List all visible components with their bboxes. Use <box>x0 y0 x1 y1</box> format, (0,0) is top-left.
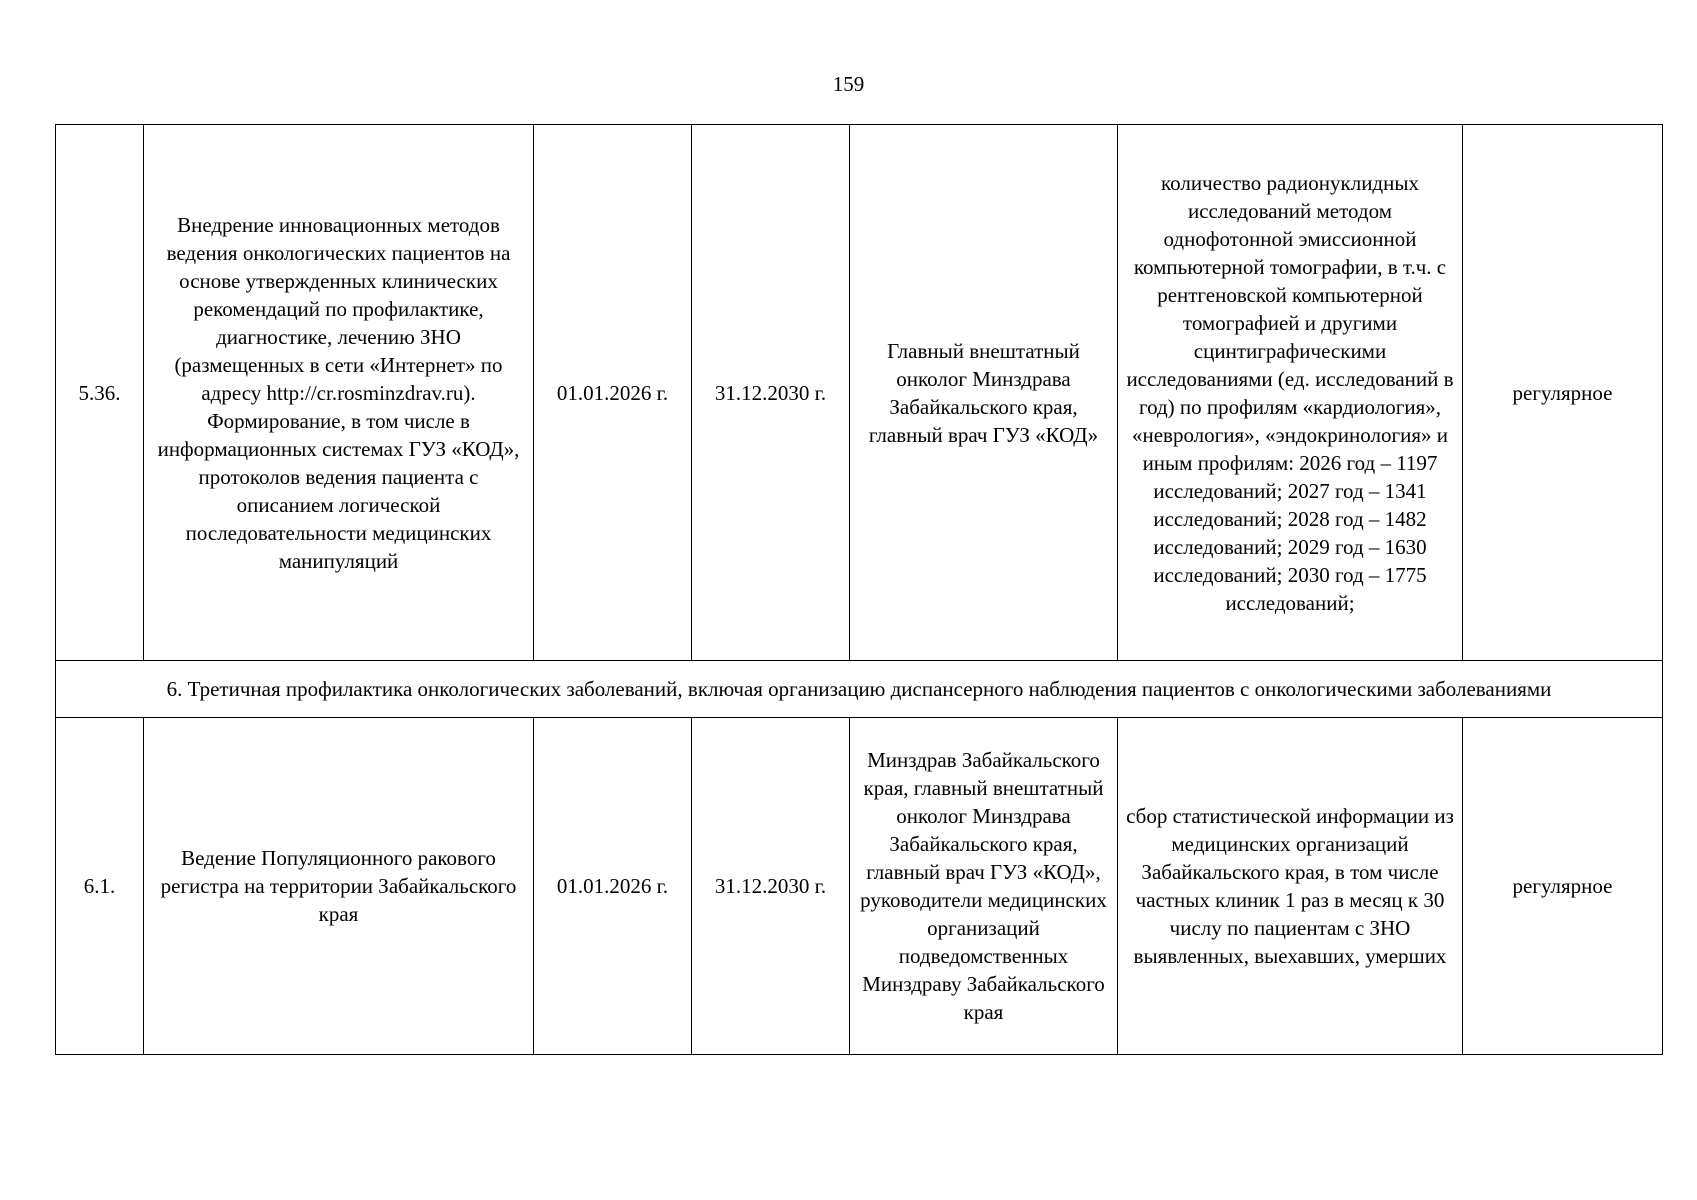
periodicity: регулярное <box>1463 718 1663 1055</box>
activity-description: Ведение Популяционного ракового регистра на территории Забайкальского края <box>144 718 534 1055</box>
page-number: 159 <box>832 72 865 96</box>
table-row-5-36 <box>56 125 1663 661</box>
start-date: 01.01.2026 г. <box>534 718 692 1055</box>
activities-table <box>55 124 1663 1055</box>
end-date: 31.12.2030 г. <box>692 718 850 1055</box>
responsible-party: Минздрав Забайкальского края, главный внештатный онколог Минздрава Забайкальского края, главный врач ГУЗ «КОД», руководители медицинских организаций подведомственных Минздраву Забайкальского края <box>850 718 1118 1055</box>
end-date: 31.12.2030 г. <box>692 125 850 661</box>
start-date: 01.01.2026 г. <box>534 125 692 661</box>
activity-description: Внедрение инновационных методов ведения онкологических пациентов на основе утвержденных клинических рекомендаций по профилактике, диагностике, лечению ЗНО (размещенных в сети «Интернет» по адресу http://cr.rosminzdrav.ru). Формирование, в том числе в информационных системах ГУЗ «КОД», протоколов ведения пациента с описанием логической последовательности медицинских манипуляций <box>144 125 534 661</box>
periodicity: регулярное <box>1463 125 1663 661</box>
expected-result: сбор статистической информации из медицинских организаций Забайкальского края, в том числе частных клиник 1 раз в месяц к 30 числу по пациентам с ЗНО выявленных, выехавших, умерших <box>1118 718 1463 1055</box>
row-number: 5.36. <box>56 125 144 661</box>
section-title: 6. Третичная профилактика онкологических заболеваний, включая организацию диспансерного наблюдения пациентов с онкологическими заболеваниями <box>56 661 1663 718</box>
section-header-row <box>56 661 1663 718</box>
table-row-6-1 <box>56 718 1663 1055</box>
responsible-party: Главный внештатный онколог Минздрава Забайкальского края, главный врач ГУЗ «КОД» <box>850 125 1118 661</box>
row-number: 6.1. <box>56 718 144 1055</box>
expected-result: количество радионуклидных исследований методом однофотонной эмиссионной компьютерной томографии, в т.ч. с рентгеновской компьютерной томографией и другими сцинтиграфическими исследованиями (ед. исследований в год) по профилям «кардиология», «неврология», «эндокринология» и иным профилям: 2026 год – 1197 исследований; 2027 год – 1341 исследований; 2028 год – 1482 исследований; 2029 год – 1630 исследований; 2030 год – 1775 исследований; <box>1118 125 1463 661</box>
